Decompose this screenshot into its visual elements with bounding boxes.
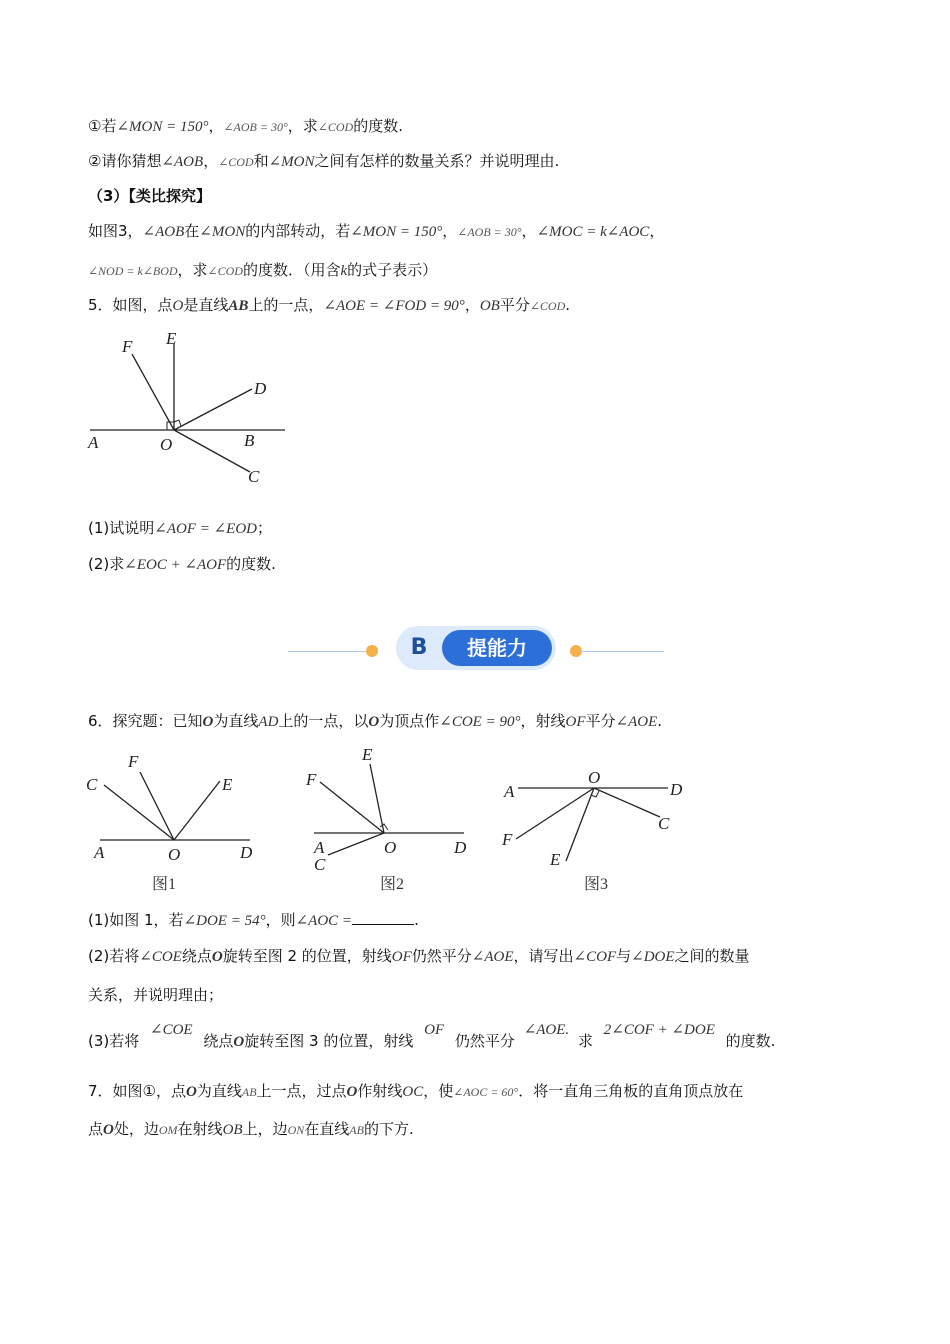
math-expr: ∠COF: [573, 949, 617, 965]
math-expr: ∠AOB: [142, 224, 185, 240]
math-expr: ∠AOE.: [523, 1022, 570, 1038]
label-F: F: [306, 770, 317, 789]
text: 点: [88, 1120, 104, 1138]
math-expr: ∠AOF = ∠EOD: [154, 521, 257, 537]
text: 和: [253, 152, 269, 170]
text: (2)若将: [88, 947, 140, 965]
text: ．将一直角三角板的直角顶点放在: [518, 1082, 744, 1100]
text: .: [565, 296, 571, 314]
label-F: F: [122, 337, 133, 356]
text: 在直线: [304, 1120, 350, 1138]
section-badge: [288, 624, 664, 672]
math-expr: ∠AOB: [161, 154, 204, 170]
label-D: D: [454, 838, 467, 857]
text: ，求: [287, 117, 318, 135]
label-O: O: [384, 838, 397, 857]
math-expr: ∠AOE: [615, 714, 658, 730]
problem-7-stem: [88, 1081, 743, 1102]
figure-6-1-caption: 图1: [152, 876, 177, 893]
label-E: E: [550, 850, 561, 869]
text: 6．探究题：已知: [88, 712, 203, 730]
label-A: A: [88, 433, 99, 452]
text: ，: [521, 222, 537, 240]
math-expr: ∠DOE: [631, 949, 675, 965]
math-expr: ∠COE: [139, 949, 182, 965]
label-F: F: [128, 752, 139, 771]
text: .: [657, 712, 663, 730]
text: 之间有怎样的数量关系？并说明理由.: [314, 152, 560, 170]
text: ，使: [423, 1082, 454, 1100]
math-expr: O: [172, 298, 184, 314]
figure-6-1: [82, 745, 272, 870]
text: 5．如图，点: [88, 296, 173, 314]
math-expr: ∠COD: [529, 299, 566, 313]
divider-left: [288, 651, 370, 652]
text: 之间的数量: [674, 947, 750, 965]
problem-6-part-1: [88, 910, 419, 931]
text: ，: [649, 222, 665, 240]
text: 平分: [499, 296, 530, 314]
text: (1)试说明: [88, 519, 155, 537]
math-expr: ∠COD: [317, 120, 354, 134]
text: ②请你猜想: [88, 152, 162, 170]
math-expr: ON: [287, 1123, 305, 1137]
math-expr: O: [103, 1122, 114, 1138]
figure-problem-5: [80, 322, 300, 492]
math-expr: O: [202, 714, 214, 730]
label-E: E: [362, 745, 373, 764]
text: ①若: [88, 117, 117, 135]
text: ，射线: [520, 712, 566, 730]
math-expr: O: [233, 1034, 245, 1050]
math-expr: OC: [402, 1084, 424, 1100]
problem-6-part-2-cont: [88, 985, 223, 1005]
text: ，求: [177, 261, 208, 279]
text: (1)如图 1，若: [88, 911, 184, 929]
label-O: O: [168, 845, 181, 864]
label-C: C: [86, 775, 98, 794]
text: 的度数.: [725, 1032, 776, 1050]
text: 处，边: [113, 1120, 159, 1138]
math-expr: O: [186, 1084, 197, 1100]
math-expr: ∠AOC = 60°: [453, 1085, 519, 1099]
text: 的内部转动，若: [245, 222, 351, 240]
problem-6-part-2: [88, 946, 750, 967]
math-expr: ∠AOE: [471, 949, 514, 965]
text: ，请写出: [513, 947, 574, 965]
text: 仍然平分: [411, 947, 472, 965]
math-expr: OB: [479, 298, 500, 314]
math-expr: k: [340, 263, 348, 279]
line-1: [88, 116, 403, 137]
text: 的度数.: [353, 117, 403, 135]
math-expr: O: [211, 949, 223, 965]
text: 是直线: [183, 296, 229, 314]
heading-text: （3）【类比探究】: [88, 187, 211, 205]
math-expr: ∠AOE = ∠FOD = 90°: [323, 298, 465, 314]
text: 仍然平分: [454, 1032, 515, 1050]
math-expr: OF: [424, 1022, 445, 1038]
figure-6-3: [496, 765, 696, 875]
text: 为顶点作: [379, 712, 440, 730]
text: ，: [203, 152, 219, 170]
label-A: A: [314, 838, 325, 857]
figure-6-2: [300, 740, 490, 875]
label-O: O: [160, 435, 173, 454]
label-A: A: [94, 843, 105, 862]
math-expr: ∠AOC =: [295, 913, 353, 929]
text: ，则: [265, 911, 296, 929]
label-C: C: [658, 814, 670, 833]
label-D: D: [240, 843, 253, 862]
text: 上的一点，以: [278, 712, 369, 730]
text: 平分: [585, 712, 616, 730]
text: 的度数.: [226, 555, 276, 573]
label-C: C: [248, 467, 260, 486]
math-expr: OF: [391, 949, 412, 965]
label-O: O: [588, 768, 601, 787]
problem-6-stem: [88, 711, 662, 732]
text: 求: [577, 1032, 593, 1050]
badge-letter: B: [410, 635, 428, 660]
math-expr: O: [368, 714, 380, 730]
math-expr: ∠MON = 150°: [116, 119, 209, 135]
label-A: A: [504, 782, 515, 801]
text: ，: [464, 296, 480, 314]
label-D: D: [670, 780, 683, 799]
text: 的度数．（用含: [242, 261, 341, 279]
math-expr: ∠EOC + ∠AOF: [124, 557, 227, 573]
badge-label: 提能力: [442, 630, 552, 666]
math-expr: OM: [158, 1123, 178, 1137]
math-expr: ∠DOE = 54°: [183, 913, 266, 929]
figure-6-2-caption: 图2: [380, 876, 405, 893]
line-5: [88, 260, 437, 281]
problem-5-stem: [88, 295, 570, 316]
math-expr: ∠MON: [268, 154, 315, 170]
math-expr: ∠MON = 150°: [350, 224, 443, 240]
text: 关系，并说明理由；: [88, 986, 224, 1004]
text: 为直线: [196, 1082, 242, 1100]
math-expr: ∠COD: [218, 155, 254, 169]
text: 如图3，: [88, 222, 143, 240]
problem-6-part-3: [88, 1022, 776, 1052]
text: 在: [184, 222, 200, 240]
text: (2)求: [88, 555, 125, 573]
text: 与: [616, 947, 632, 965]
math-expr: AB: [241, 1085, 257, 1099]
section-heading: [88, 186, 211, 206]
problem-5-part-2: [88, 554, 276, 575]
text: 上一点，过点: [256, 1082, 347, 1100]
math-expr: ∠COE = 90°: [439, 714, 521, 730]
math-expr: OB: [222, 1122, 243, 1138]
math-expr: AB: [349, 1123, 364, 1137]
label-B: B: [244, 431, 255, 450]
math-expr: O: [346, 1084, 358, 1100]
text: 旋转至图 3 的位置，射线: [244, 1032, 414, 1050]
math-expr: ∠AOB = 30°: [223, 120, 288, 134]
text: 绕点: [181, 947, 212, 965]
math-expr: OF: [565, 714, 586, 730]
divider-dot-left: [366, 645, 378, 657]
math-expr: ∠COE: [150, 1022, 193, 1038]
text: ，: [442, 222, 458, 240]
math-expr: AB: [228, 298, 249, 314]
text: 的下方.: [363, 1120, 414, 1138]
label-C: C: [314, 855, 326, 874]
line-4: [88, 221, 664, 242]
label-D: D: [254, 379, 267, 398]
problem-5-part-1: [88, 518, 272, 539]
text: ，: [208, 117, 224, 135]
line-2: [88, 151, 559, 172]
text: 作射线: [357, 1082, 403, 1100]
text: (3)若将: [88, 1032, 140, 1050]
math-expr: AD: [258, 714, 279, 730]
math-expr: ∠MON: [199, 224, 246, 240]
divider-right: [580, 651, 664, 652]
text: 上的一点，: [248, 296, 324, 314]
math-expr: ∠COD: [207, 264, 243, 278]
text: ；: [257, 519, 273, 537]
math-expr: ∠NOD = k∠BOD: [88, 264, 178, 278]
math-expr: ∠AOB = 30°: [457, 225, 522, 239]
text: 在射线: [177, 1120, 223, 1138]
label-F: F: [502, 830, 513, 849]
text: 上，边: [242, 1120, 288, 1138]
text: 旋转至图 2 的位置，射线: [222, 947, 392, 965]
text: 的式子表示）: [347, 261, 438, 279]
math-expr: ∠MOC = k∠AOC: [536, 224, 650, 240]
label-E: E: [166, 329, 177, 348]
problem-7-stem-cont: [88, 1119, 414, 1140]
figure-6-3-caption: 图3: [584, 876, 609, 893]
text: 绕点: [203, 1032, 234, 1050]
text: 为直线: [213, 712, 259, 730]
label-E: E: [222, 775, 233, 794]
answer-blank[interactable]: [352, 910, 414, 925]
text: 7．如图①，点: [88, 1082, 186, 1100]
math-expr: 2∠COF + ∠DOE: [603, 1022, 715, 1038]
text: .: [414, 911, 419, 929]
